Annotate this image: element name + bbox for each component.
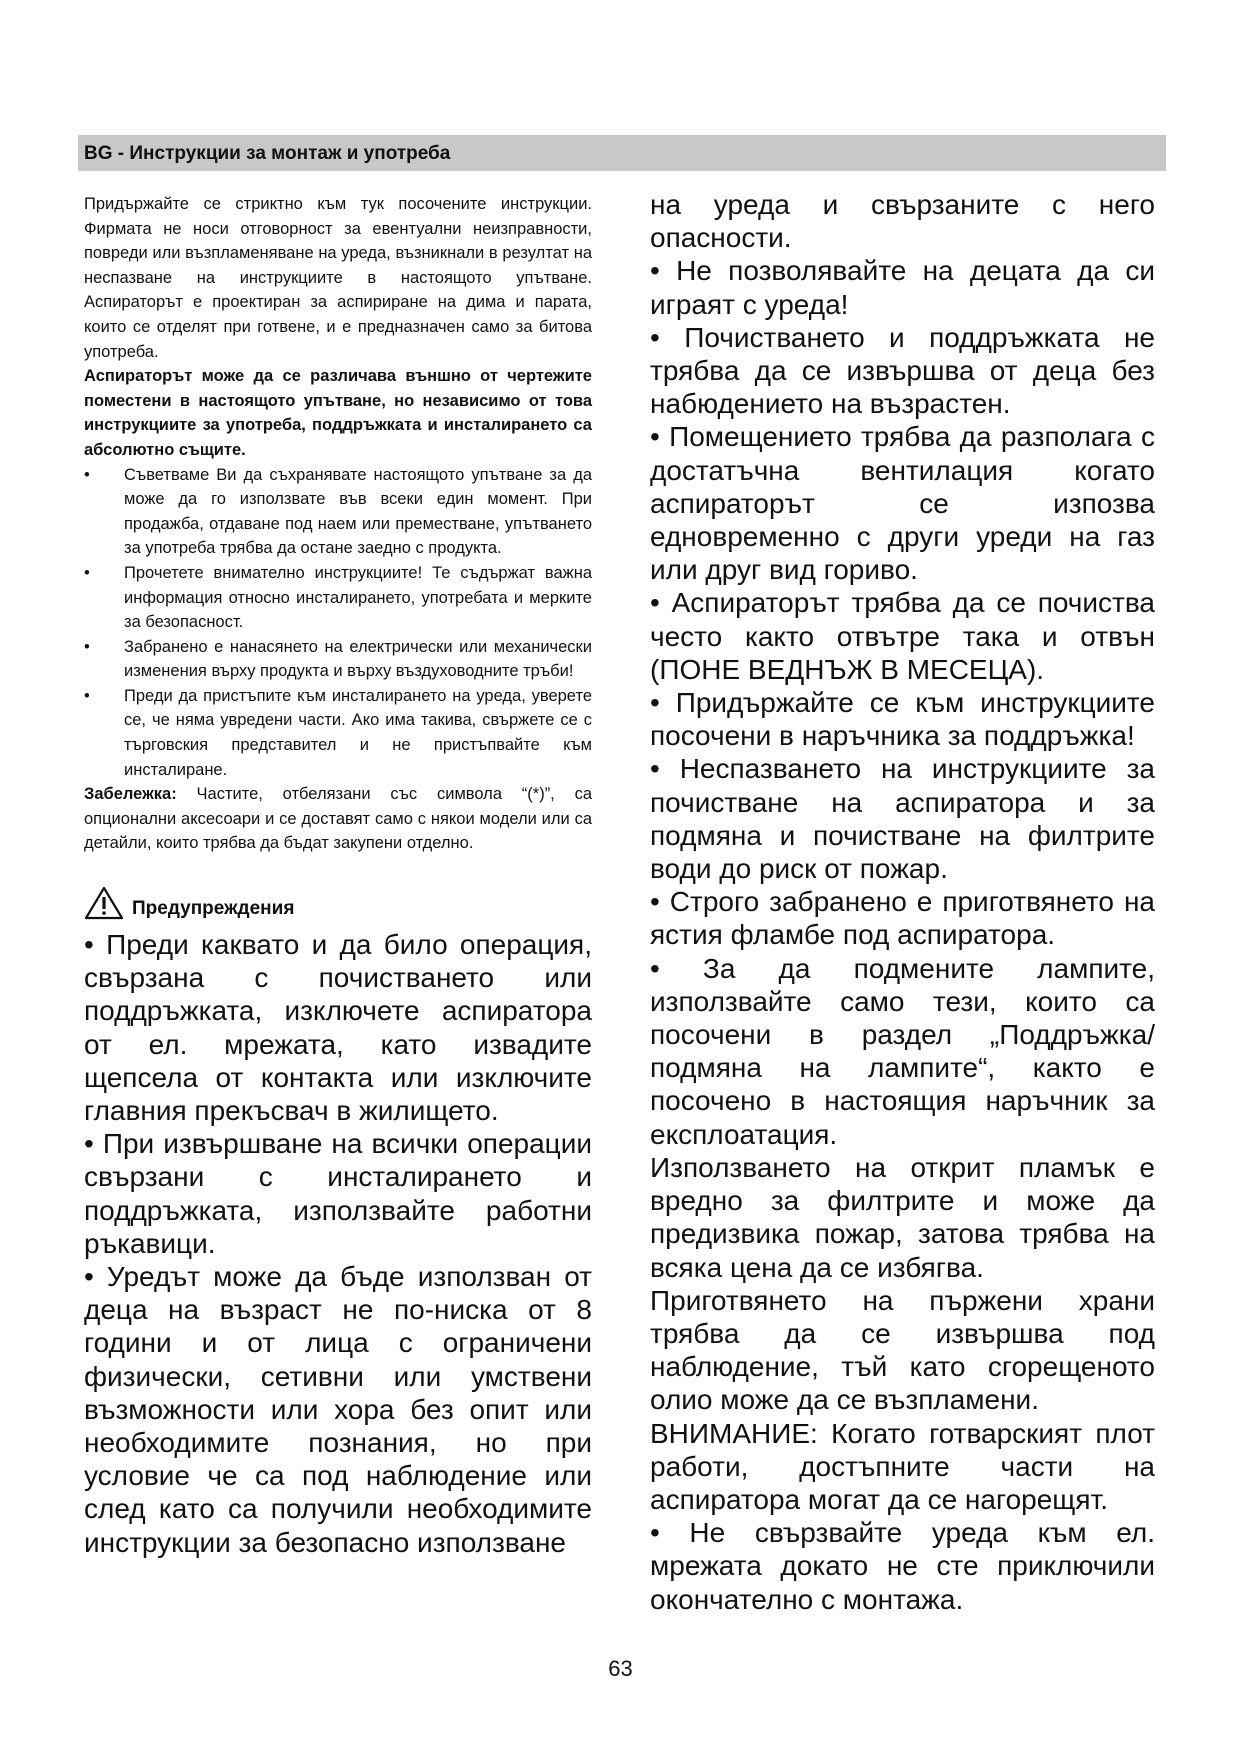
- list-item: • Преди да пристъпите към инсталирането на уреда, уверете се, че няма увредени части. Ако има такива, свържете се с търговския представител и не пристъпвайте към инсталиране.: [84, 686, 592, 779]
- warnings-title: Предупреждения: [132, 898, 295, 920]
- warnings-heading: [84, 886, 592, 920]
- note-text: Частите, отбелязани със символа “(*)”, са опционални аксесоари и се доставят само с някои модели или са детайли, които трябва да бъдат закупени отделно.: [84, 785, 592, 853]
- intro-bullet-list: [84, 463, 592, 783]
- intro-block: [84, 192, 592, 856]
- warning-paragraph: • Не свързвайте уреда към ел. мрежата докато не сте приключили окончателно с монтажа.: [650, 1517, 1155, 1615]
- warnings-left-block: [84, 928, 592, 1559]
- warning-paragraph: • Преди каквато и да било операция, свързана с почистването или поддръжката, изключете аспиратора от ел. мрежата, като извадите щепсела от контакта или изключите главния прекъсвач в жилището.: [84, 929, 592, 1127]
- warning-paragraph: на уреда и свързаните с него опасности.: [650, 189, 1155, 254]
- warning-paragraph: • Не позволявайте на децата да си играят с уреда!: [650, 255, 1155, 320]
- warning-paragraph: • Почистването и поддръжката не трябва да се извършва от деца без набюдението на възрастен.: [650, 321, 1155, 420]
- list-item: • Съветваме Ви да съхранявате настоящото упътване за да може да го използвате във всеки един момент. При продажба, отдаване под наем или преместване, упътването за употреба трябва да остане заедно с продукта.: [84, 465, 592, 558]
- page-number: 63: [608, 1656, 633, 1681]
- section-header-bar: [78, 135, 1166, 171]
- warning-paragraph: Приготвянето на пържени храни трябва да се извършва под наблюдение, тъй като сгорещеното олио може да се възпламени.: [650, 1284, 1155, 1416]
- list-item: • Прочетете внимателно инструкциите! Те съдържат важна информация относно инсталирането, употребата и мерките за безопасност.: [84, 563, 592, 632]
- warning-triangle-icon: [84, 886, 124, 920]
- warning-paragraph: • Неспазването на инструкциите за почистване на аспиратора и за подмяна и почистване на филтрите води до риск от пожар.: [650, 753, 1155, 885]
- note-label: Забележка:: [84, 785, 177, 804]
- list-item: • Забранено е нанасянето на електрически или механически изменения върху продукта и върху въздуховодните тръби!: [84, 637, 592, 681]
- note-paragraph: [84, 782, 592, 856]
- left-column: [84, 192, 592, 1559]
- warning-paragraph: • Придържайте се към инструкциите посочени в наръчника за поддръжка!: [650, 687, 1155, 752]
- warning-paragraph: • При извършване на всички операции свързани с инсталирането и поддръжката, използвайте работни ръкавици.: [84, 1128, 592, 1259]
- warning-paragraph: ВНИМАНИЕ: Когато готварският плот работи, достъпните части на аспиратора могат да се нагорещят.: [650, 1417, 1155, 1515]
- warning-paragraph: • Аспираторът трябва да се почиства често както отвътре така и отвън (ПОНЕ ВЕДНЪЖ В МЕСЕЦА).: [650, 587, 1155, 685]
- intro-paragraph: Придържайте се стриктно към тук посочените инструкции. Фирмата не носи отговорност за евентуални неизправности, повреди или възпламеняване на уреда, възникнали в резултат на неспазване на инструкциите в настоящото упътване. Аспираторът е проектиран за аспириране на дима и парата, които се отделят при готвене, и е предназначен само за битова употреба.: [84, 195, 592, 361]
- warning-paragraph: Използването на открит пламък е вредно за филтрите и може да предизвика пожар, затова трябва на всяка цена да се избягва.: [650, 1151, 1155, 1283]
- warnings-right-block: [650, 188, 1155, 1616]
- intro-bold-paragraph: Аспираторът може да се различава външно от чертежите поместени в настоящото упътване, но независимо от това инструкциите за употреба, поддръжката и инсталирането са абсолютно същите.: [84, 367, 592, 459]
- warning-paragraph: • Строго забранено е приготвянето на ястия фламбе под аспиратора.: [650, 886, 1155, 951]
- warning-paragraph: • Помещението трябва да разполага с достатъчна вентилация когато аспираторът се изпозва едновременно с други уреди на газ или друг вид гориво.: [650, 421, 1155, 586]
- right-column: [650, 188, 1155, 1616]
- warning-paragraph: • Уредът може да бъде използван от деца на възраст не по-ниска от 8 години и от лица с ограничени физически, сетивни или умствени възможности или хора без опит или необходимите познания, но при условие че са под наблюдение или след като са получили необходимите инструкции за безопасно използване: [84, 1261, 592, 1558]
- section-title: BG - Инструкции за монтаж и употреба: [84, 143, 451, 164]
- warning-paragraph: • За да подмените лампите, използвайте само тези, които са посочени в раздел „Поддръжка/подмяна на лампите“, както е посочено в настоящия наръчник за експлоатация.: [650, 952, 1155, 1150]
